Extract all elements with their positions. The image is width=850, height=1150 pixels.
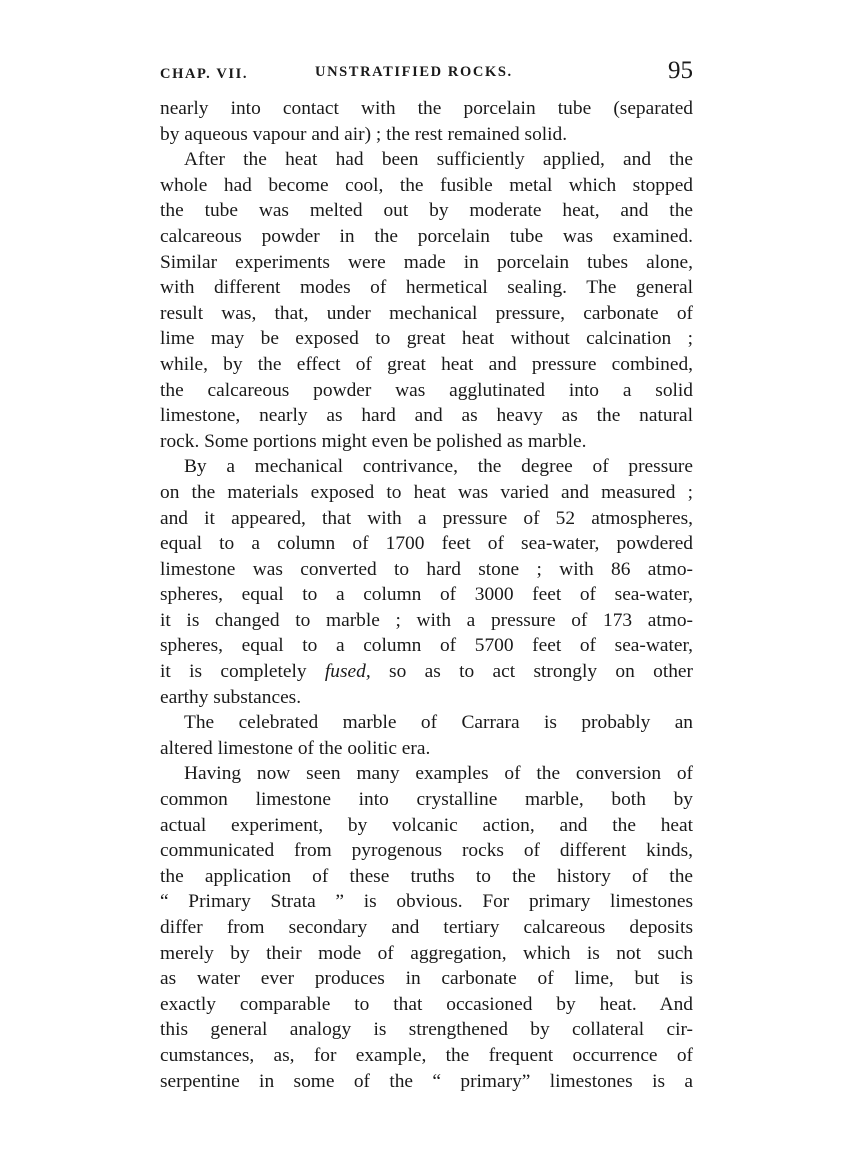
text-line: exactly comparable to that occasioned by heat. And bbox=[160, 993, 693, 1015]
text-line: lime may be exposed to great heat without calcination ; bbox=[160, 328, 693, 350]
text-line: rock. Some portions might even be polished as marble. bbox=[160, 430, 587, 452]
text-line: serpentine in some of the “ primary” limestones is a bbox=[160, 1070, 693, 1092]
text-segment: it is completely bbox=[160, 661, 325, 683]
text-segment: so as to act strongly on other bbox=[370, 661, 693, 683]
text-line: cumstances, as, for example, the frequent occurrence of bbox=[160, 1044, 693, 1066]
text-line: altered limestone of the oolitic era. bbox=[160, 737, 431, 759]
text-line: After the heat had been sufficiently applied, and the bbox=[184, 149, 693, 171]
text-line: actual experiment, by volcanic action, and the heat bbox=[160, 814, 693, 836]
running-head bbox=[160, 58, 693, 92]
text-line: Similar experiments were made in porcelain tubes alone, bbox=[160, 251, 693, 273]
text-line: nearly into contact with the porcelain tube (separated bbox=[160, 98, 693, 119]
page-number: 95 bbox=[668, 57, 693, 84]
paragraph-pressure bbox=[160, 454, 693, 710]
text-line: limestone, nearly as hard and as heavy as the natural bbox=[160, 405, 693, 427]
text-line: Having now seen many examples of the conversion of bbox=[184, 763, 693, 785]
text-line: “ Primary Strata ” is obvious. For primary limestones bbox=[160, 891, 693, 913]
text-line: communicated from pyrogenous rocks of different kinds, bbox=[160, 840, 693, 862]
text-line: this general analogy is strengthened by collateral cir- bbox=[160, 1019, 693, 1041]
text-line: spheres, equal to a column of 5700 feet of sea-water, bbox=[160, 635, 693, 657]
text-line: by aqueous vapour and air) ; the rest remained solid. bbox=[160, 123, 568, 145]
text-line: limestone was converted to hard stone ; with 86 atmo- bbox=[160, 558, 693, 580]
running-title: UNSTRATIFIED ROCKS. bbox=[315, 64, 513, 80]
paragraph-experiment-results bbox=[160, 147, 693, 454]
text-line: whole had become cool, the fusible metal which stopped bbox=[160, 174, 693, 196]
text-line: differ from secondary and tertiary calcareous deposits bbox=[160, 917, 693, 938]
text-line: with different modes of hermetical sealing. The general bbox=[160, 277, 693, 299]
text-line: it is changed to marble ; with a pressure of 173 atmo- bbox=[160, 609, 693, 631]
chapter-label: CHAP. VII. bbox=[160, 66, 249, 82]
italic-word: fused, bbox=[324, 661, 371, 683]
text-line: By a mechanical contrivance, the degree of pressure bbox=[184, 456, 693, 478]
paragraph-continuation bbox=[160, 96, 693, 147]
text-line-fused bbox=[160, 659, 693, 685]
text-line: common limestone into crystalline marble, both by bbox=[160, 789, 693, 811]
text-line: result was, that, under mechanical pressure, carbonate of bbox=[160, 302, 693, 324]
text-line: spheres, equal to a column of 3000 feet of sea-water, bbox=[160, 584, 693, 606]
text-line: on the materials exposed to heat was varied and measured ; bbox=[160, 481, 693, 503]
book-page bbox=[160, 58, 693, 1094]
text-line: earthy substances. bbox=[160, 686, 302, 708]
text-line: The celebrated marble of Carrara is probably an bbox=[184, 712, 693, 734]
text-line: calcareous powder in the porcelain tube was examined. bbox=[160, 225, 693, 247]
text-line: the calcareous powder was agglutinated into a solid bbox=[160, 379, 693, 401]
text-line: equal to a column of 1700 feet of sea-water, powdered bbox=[160, 533, 693, 555]
text-line: the application of these truths to the history of the bbox=[160, 865, 693, 887]
text-line: while, by the effect of great heat and pressure combined, bbox=[160, 353, 693, 375]
text-line: and it appeared, that with a pressure of 52 atmospheres, bbox=[160, 507, 693, 529]
text-line: as water ever produces in carbonate of lime, but is bbox=[160, 968, 693, 990]
paragraph-primary-strata bbox=[160, 761, 693, 1094]
paragraph-carrara bbox=[160, 710, 693, 761]
text-line: the tube was melted out by moderate heat, and the bbox=[160, 200, 693, 222]
text-line: merely by their mode of aggregation, which is not such bbox=[160, 942, 693, 964]
